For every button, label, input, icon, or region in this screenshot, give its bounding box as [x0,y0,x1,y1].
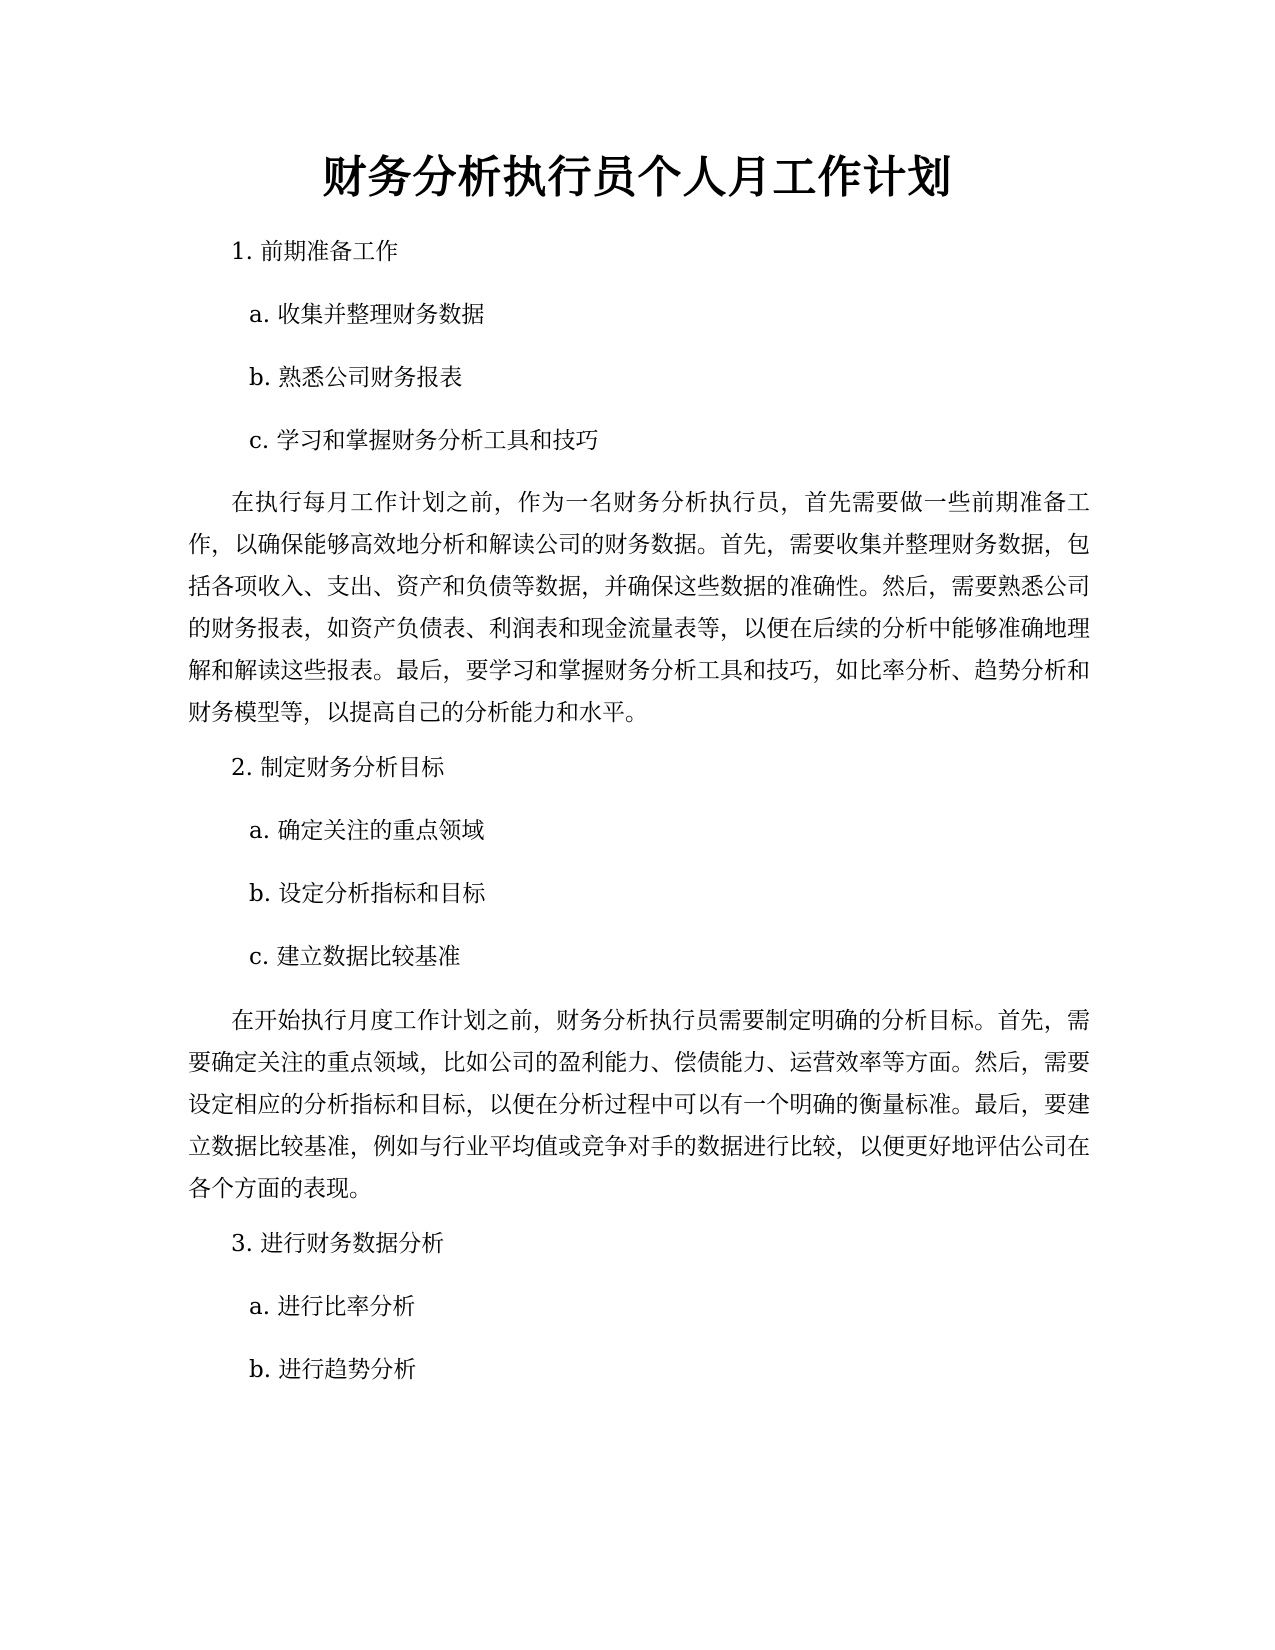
list-item: b. 熟悉公司财务报表 [249,365,463,391]
list-item: a. 进行比率分析 [249,1294,416,1320]
section-heading: 3. 进行财务数据分析 [231,1231,445,1257]
list-item: a. 确定关注的重点领域 [249,818,485,844]
section-heading: 1. 前期准备工作 [231,239,399,265]
list-item: b. 设定分析指标和目标 [249,881,486,907]
document-title: 财务分析执行员个人月工作计划 [322,152,953,203]
list-item: c. 学习和掌握财务分析工具和技巧 [249,428,599,454]
section-heading: 2. 制定财务分析目标 [231,755,445,781]
body-paragraph: 在执行每月工作计划之前，作为一名财务分析执行员，首先需要做一些前期准备工作，以确保能够高效地分析和解读公司的财务数据。首先，需要收集并整理财务数据，包括各项收入、支出、资产和负债等数据，并确保这些数据的准确性。然后，需要熟悉公司的财务报表，如资产负债表、利润表和现金流量表等，以便在后续的分析中能够准确地理解和解读这些报表。最后，要学习和掌握财务分析工具和技巧，如比率分析、趋势分析和财务模型等，以提高自己的分析能力和水平。 [188,490,1090,726]
body-paragraph: 在开始执行月度工作计划之前，财务分析执行员需要制定明确的分析目标。首先，需要确定关注的重点领域，比如公司的盈利能力、偿债能力、运营效率等方面。然后，需要设定相应的分析指标和目标，以便在分析过程中可以有一个明确的衡量标准。最后，要建立数据比较基准，例如与行业平均值或竞争对手的数据进行比较，以便更好地评估公司在各个方面的表现。 [188,1008,1090,1202]
list-item: b. 进行趋势分析 [249,1357,417,1383]
list-item: c. 建立数据比较基准 [249,944,461,970]
list-item: a. 收集并整理财务数据 [249,302,485,328]
